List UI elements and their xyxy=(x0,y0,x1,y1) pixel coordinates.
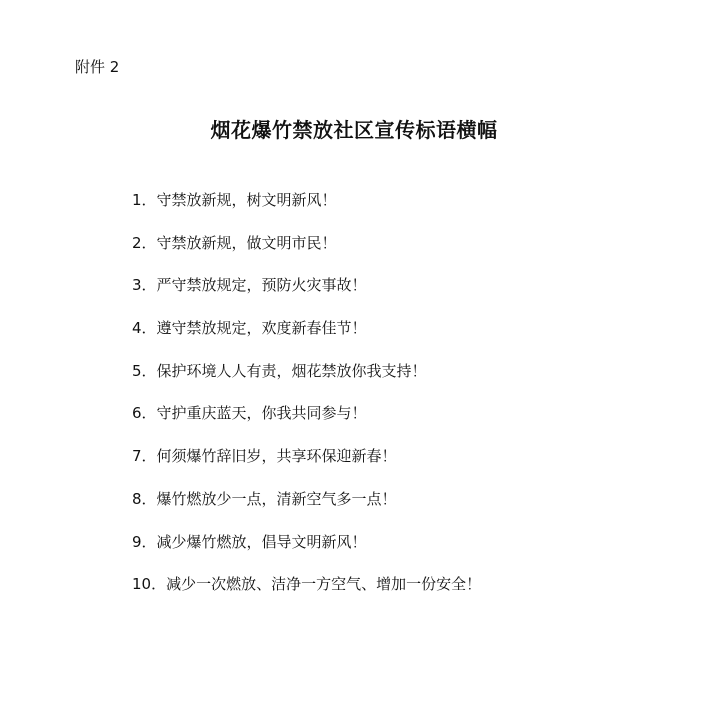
slogan-text: 严守禁放规定，预防火灾事故！ xyxy=(156,276,367,295)
slogan-text: 何须爆竹辞旧岁，共享环保迎新春！ xyxy=(156,447,397,466)
slogan-text: 保护环境人人有责，烟花禁放你我支持！ xyxy=(156,361,427,380)
slogan-number: 10． xyxy=(132,575,167,594)
slogan-number: 8． xyxy=(132,489,157,508)
slogan-item-1 xyxy=(132,189,481,232)
slogan-list xyxy=(132,189,481,616)
slogan-item-2 xyxy=(132,232,481,275)
slogan-item-6 xyxy=(132,402,481,445)
slogan-item-7 xyxy=(132,445,481,488)
slogan-text: 遵守禁放规定，欢度新春佳节！ xyxy=(156,319,367,338)
slogan-item-8 xyxy=(132,488,481,531)
slogan-number: 4． xyxy=(132,319,157,338)
slogan-item-4 xyxy=(132,317,481,360)
document-title: 烟花爆竹禁放社区宣传标语横幅 xyxy=(210,118,498,142)
slogan-text: 爆竹燃放少一点，清新空气多一点！ xyxy=(156,489,397,508)
slogan-number: 5． xyxy=(132,361,157,380)
slogan-number: 3． xyxy=(132,276,157,295)
slogan-text: 守禁放新规，树文明新风！ xyxy=(156,191,337,209)
slogan-number: 2． xyxy=(132,233,157,252)
slogan-item-3 xyxy=(132,274,481,317)
slogan-item-10 xyxy=(132,573,481,616)
slogan-text: 减少爆竹燃放，倡导文明新风！ xyxy=(156,532,367,551)
slogan-item-9 xyxy=(132,531,481,574)
slogan-text: 减少一次燃放、洁净一方空气、增加一份安全！ xyxy=(166,575,482,594)
attachment-label: 附件 2 xyxy=(75,58,120,76)
slogan-number: 6． xyxy=(132,404,157,423)
slogan-item-5 xyxy=(132,360,481,403)
slogan-number: 1． xyxy=(132,191,157,209)
slogan-number: 9． xyxy=(132,532,157,551)
slogan-number: 7． xyxy=(132,447,157,466)
slogan-text: 守护重庆蓝天，你我共同参与！ xyxy=(156,404,367,423)
slogan-text: 守禁放新规，做文明市民！ xyxy=(156,233,337,252)
